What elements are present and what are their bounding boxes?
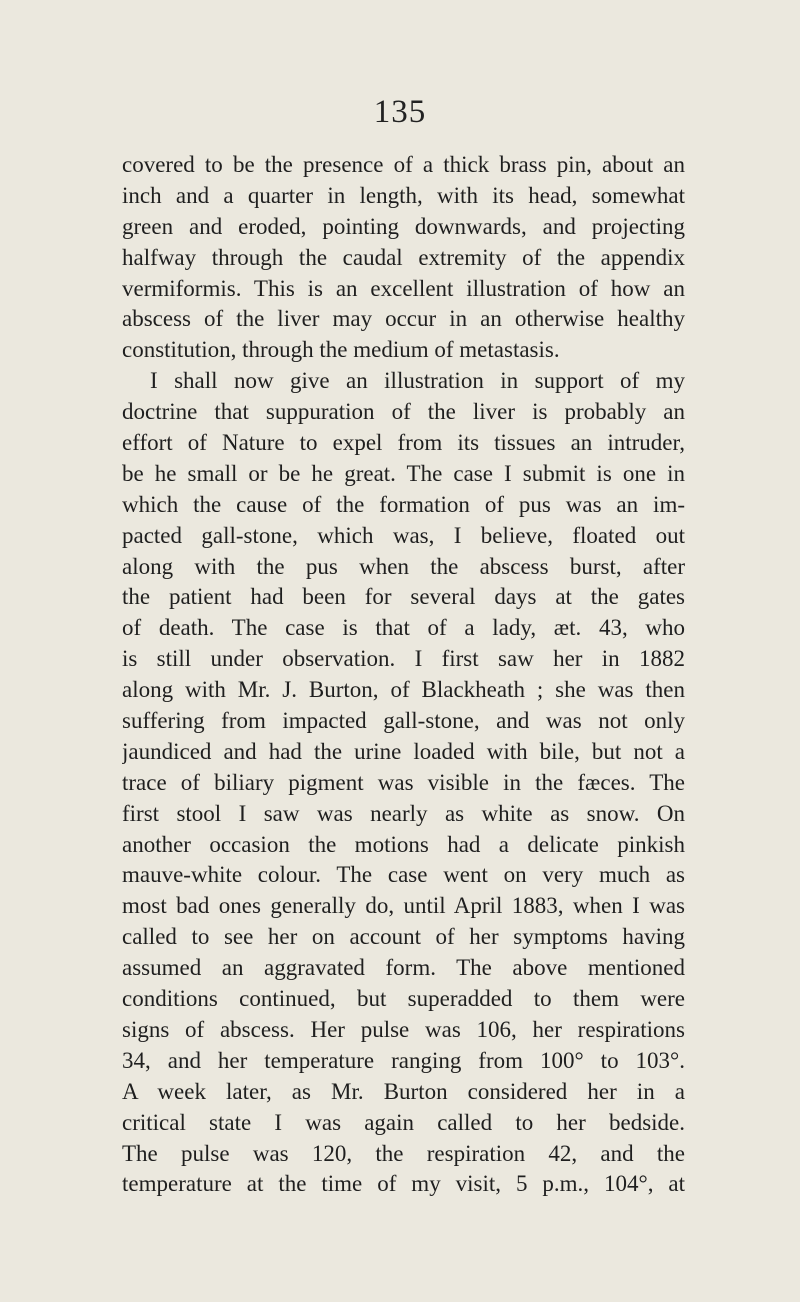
text-line: called to see her on account of her symptoms having bbox=[122, 924, 685, 950]
text-line: assumed an aggravated form. The above mentioned bbox=[122, 955, 685, 981]
text-line: trace of biliary pigment was visible in the fæces. The bbox=[122, 769, 685, 795]
text-line: conditions continued, but superadded to them were bbox=[122, 986, 685, 1012]
text-line: mauve-white colour. The case went on very much as bbox=[122, 862, 685, 888]
text-line: suffering from impacted gall-stone, and was not only bbox=[122, 708, 685, 734]
text-line: critical state I was again called to her bedside. bbox=[122, 1109, 685, 1135]
text-line: abscess of the liver may occur in an otherwise healthy bbox=[122, 306, 685, 332]
body-text bbox=[122, 150, 685, 1200]
text-line: jaundiced and had the urine loaded with bile, but not a bbox=[122, 738, 685, 764]
text-line: covered to be the presence of a thick brass pin, about an bbox=[122, 152, 685, 177]
paragraph-2 bbox=[122, 366, 685, 1200]
text-line: constitution, through the medium of metastasis. bbox=[122, 337, 560, 363]
text-line: another occasion the motions had a delicate pinkish bbox=[122, 831, 685, 857]
text-line: of death. The case is that of a lady, æt. 43, who bbox=[122, 615, 685, 641]
text-line: be he small or be he great. The case I submit is one in bbox=[122, 460, 685, 486]
text-line: vermiformis. This is an excellent illustration of how an bbox=[122, 275, 685, 301]
text-line: The pulse was 120, the respiration 42, and the bbox=[122, 1140, 685, 1166]
text-line: is still under observation. I first saw her in 1882 bbox=[122, 646, 685, 672]
text-line: temperature at the time of my visit, 5 p.m., 104°, at bbox=[122, 1171, 685, 1197]
text-line: effort of Nature to expel from its tissues an intruder, bbox=[122, 430, 685, 456]
paragraph-1 bbox=[122, 150, 685, 366]
text-line: halfway through the caudal extremity of the appendix bbox=[122, 244, 685, 270]
text-line: doctrine that suppuration of the liver is probably an bbox=[122, 399, 685, 425]
text-line: 34, and her temperature ranging from 100° to 103°. bbox=[122, 1047, 685, 1073]
text-line: inch and a quarter in length, with its head, somewhat bbox=[122, 182, 685, 208]
page-number: 135 bbox=[373, 94, 427, 130]
text-line: pacted gall-stone, which was, I believe, floated out bbox=[122, 522, 685, 548]
text-line: most bad ones generally do, until April 1883, when I was bbox=[122, 893, 685, 919]
text-line: A week later, as Mr. Burton considered her in a bbox=[122, 1078, 685, 1104]
text-line: green and eroded, pointing downwards, and projecting bbox=[122, 213, 685, 239]
text-line: the patient had been for several days at the gates bbox=[122, 584, 685, 610]
text-line: along with the pus when the abscess burst, after bbox=[122, 553, 685, 579]
text-line: signs of abscess. Her pulse was 106, her respirations bbox=[122, 1016, 685, 1042]
text-line: first stool I saw was nearly as white as snow. On bbox=[122, 800, 685, 826]
text-line: I shall now give an illustration in support of my bbox=[150, 368, 685, 394]
text-line: which the cause of the formation of pus was an im- bbox=[122, 491, 685, 517]
text-line: along with Mr. J. Burton, of Blackheath ; she was then bbox=[122, 677, 685, 703]
